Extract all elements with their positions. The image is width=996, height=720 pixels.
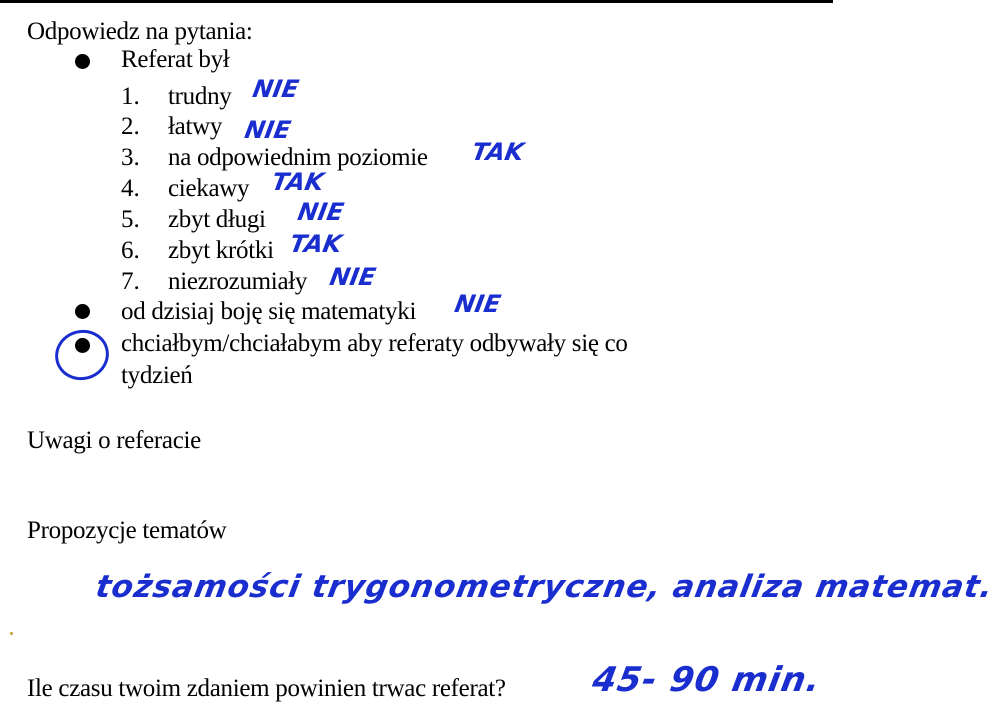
answer-handwritten: NIE — [452, 290, 503, 318]
item-text: ciekawy — [168, 175, 250, 202]
bullet — [75, 304, 90, 319]
weekly-text-line1: chciałbym/chciałabym aby referaty odbywały się co — [121, 330, 628, 357]
answer-handwritten: TAK — [287, 230, 345, 258]
item-text: łatwy — [168, 113, 223, 140]
item-text: zbyt krótki — [168, 237, 274, 264]
item-number: 4. — [121, 175, 140, 202]
scan-speck — [10, 632, 13, 635]
bullet — [75, 54, 90, 69]
scan-border — [0, 0, 833, 3]
item-text: trudny — [168, 83, 232, 110]
item-number: 7. — [121, 268, 140, 295]
item-text: na odpowiednim poziomie — [168, 144, 428, 171]
topics-label: Propozycje tematów — [27, 517, 227, 544]
item-number: 2. — [121, 113, 140, 140]
topics-answer-handwritten: tożsamości trygonometryczne, analiza matemat. — [92, 569, 996, 605]
math-fear-text: od dzisiaj boję się matematyki — [121, 298, 417, 325]
answer-handwritten: NIE — [295, 198, 346, 226]
item-number: 3. — [121, 144, 140, 171]
answer-handwritten: NIE — [242, 116, 293, 144]
item-text: niezrozumiały — [168, 268, 308, 295]
item-text: zbyt długi — [168, 206, 266, 233]
answer-handwritten: NIE — [327, 263, 378, 291]
item-number: 5. — [121, 206, 140, 233]
answer-handwritten: NIE — [250, 75, 301, 103]
referat-label: Referat był — [121, 46, 230, 73]
weekly-text-line2: tydzień — [121, 362, 193, 389]
circled-mark — [49, 324, 114, 386]
duration-question: Ile czasu twoim zdaniem powinien trwac referat? — [27, 675, 506, 702]
answer-handwritten: TAK — [269, 168, 327, 196]
heading: Odpowiedz na pytania: — [27, 18, 253, 45]
remarks-label: Uwagi o referacie — [27, 427, 201, 454]
item-number: 1. — [121, 83, 140, 110]
duration-answer-handwritten: 45- 90 min. — [589, 660, 825, 700]
item-number: 6. — [121, 237, 140, 264]
answer-handwritten: TAK — [469, 138, 527, 166]
